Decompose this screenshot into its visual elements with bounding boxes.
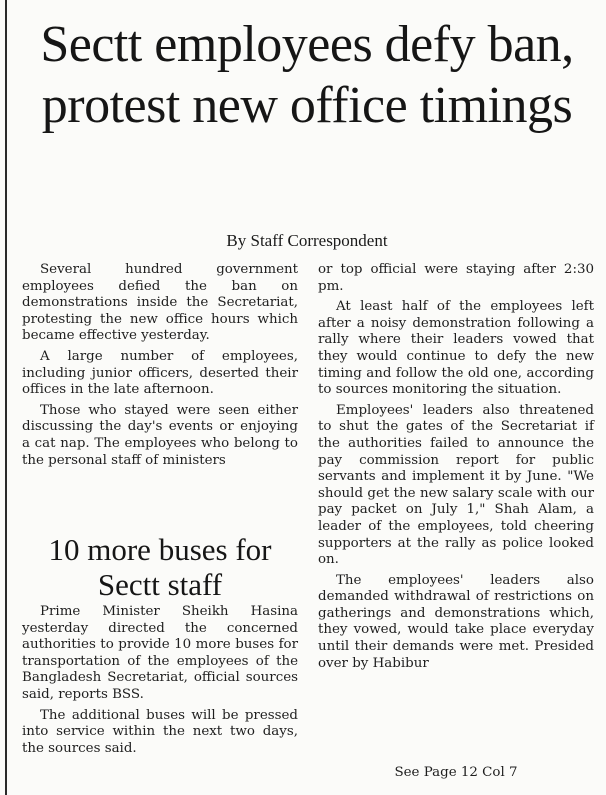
continuation-jump-line: See Page 12 Col 7	[394, 765, 518, 780]
article-right-column	[318, 262, 594, 672]
article-paragraph: Employees' leaders also threatened to shut the gates of the Secretariat if the authorities failed to announce the pay commission report for public servants and implement it by June. "We should get the new salary scale with our pay packet on July 1," Shah Alam, a leader of the employees, told cheering supporters at the rally as police looked on.	[318, 402, 594, 568]
sidebar-paragraph: Prime Minister Sheikh Hasina yesterday directed the concerned authorities to provide 10 more buses for transportation of the employees of the Bangladesh Secretariat, official sources said, reports BSS.	[22, 604, 298, 702]
article-headline: Sectt employees defy ban, protest new office timings	[40, 16, 574, 134]
article-paragraph: Those who stayed were seen either discussing the day's events or enjoying a cat nap. The employees who belong to the personal staff of ministers	[22, 402, 298, 468]
article-paragraph: The employees' leaders also demanded withdrawal of restrictions on gatherings and demonstrations which, they vowed, would take place everyday until their demands were met. Presided over by Habibur	[318, 572, 594, 671]
article-paragraph: or top official were staying after 2:30 pm.	[318, 262, 594, 294]
sidebar-headline: 10 more buses for Sectt staff	[48, 532, 272, 602]
article-paragraph: Several hundred government employees defied the ban on demonstrations inside the Secretariat, protesting the new office hours which became effective yesterday.	[22, 262, 298, 344]
column-rule	[5, 0, 7, 795]
article-left-column	[22, 262, 298, 469]
sidebar-paragraph: The additional buses will be pressed into service within the next two days, the sources said.	[22, 707, 298, 756]
article-paragraph: At least half of the employees left after a noisy demonstration following a rally where their leaders vowed that they would continue to defy the new timing and follow the old one, according to sources monitoring the situation.	[318, 299, 594, 398]
sidebar-story-body	[22, 604, 298, 757]
article-paragraph: A large number of employees, including junior officers, deserted their offices in the late afternoon.	[22, 348, 298, 398]
article-byline: By Staff Correspondent	[226, 231, 388, 250]
